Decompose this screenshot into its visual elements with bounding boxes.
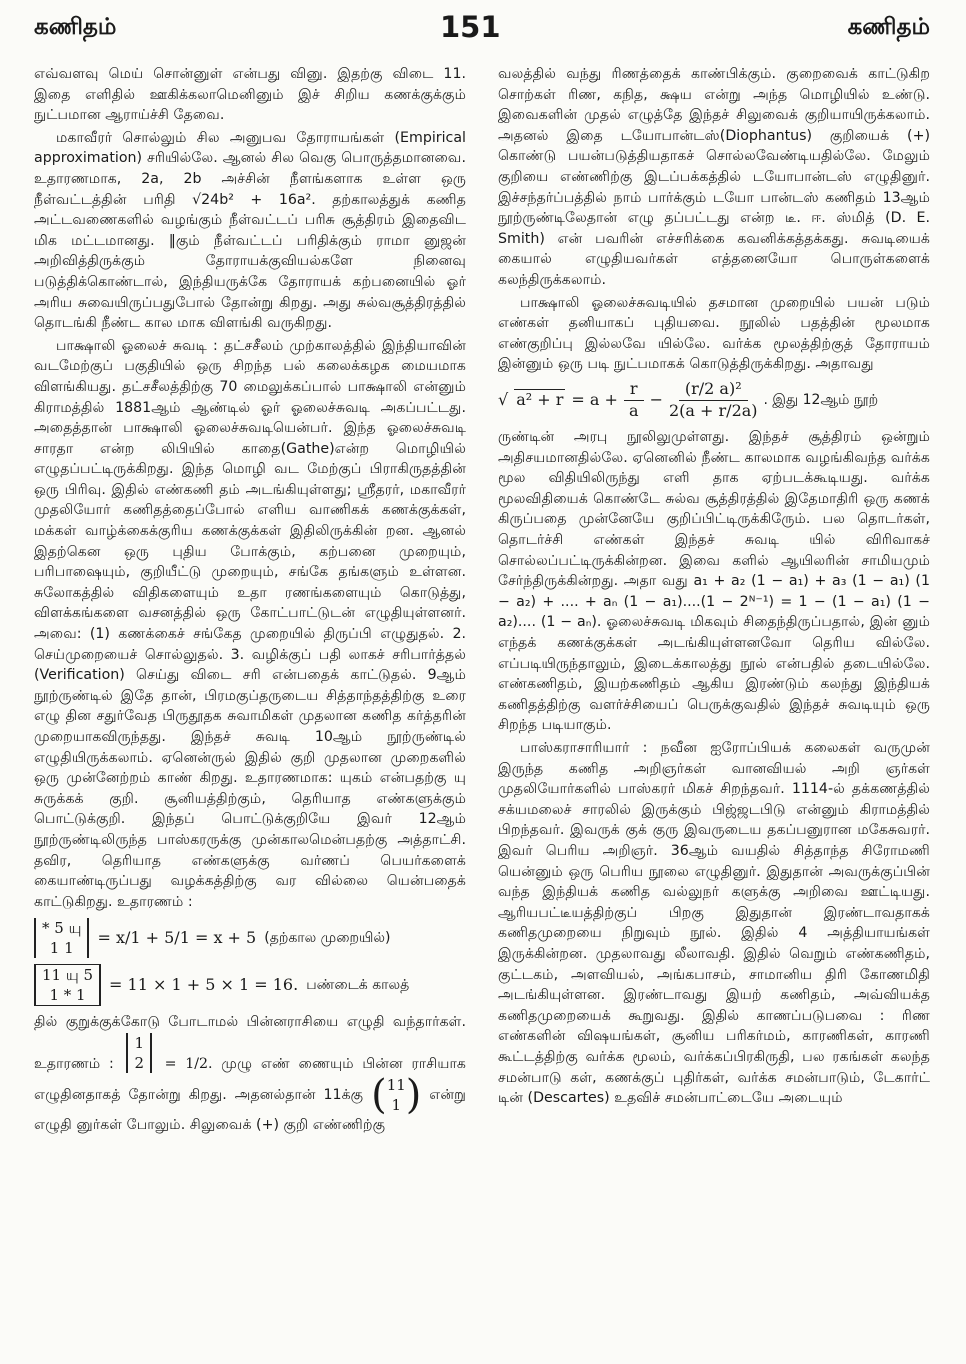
fraction-denominator: 2(a + r/2a) [668,400,758,420]
left-paren: ( [371,1071,387,1118]
formula-equation: = 11 × 1 + 5 × 1 = 16. [109,975,299,995]
square-root-formula [498,379,930,421]
paragraph: பாஸ்கராசாரியார் : நவீன ஐரோப்பியக் கலைகள் வருமுன் இருந்த கணித அறிஞர்கள் வானவியல் அறி ஞர்கள் முதலியோர்களில் பாஸ்கரர் மிகச் சிறந்தவர். 1114-ல் தக்கணத்தில் சக்யமலைச் சாரலில் இருக்கும் பிஜ்ஜடபிடு என்னும் கிராமத்தில் பிறந்தவர். இவருக் குக் குரு இவருடைய தகப்பனுரான மகேசுவரர். இவர் பெரிய அறிஞர். 36ஆம் வயதில் சித்தாந்த சிரோமணி யென்னும் ஒரு பெரிய நூலை எழுதினுர். இதுதான் அவருக்குப்பின் வந்த இந்தியக் கணித வல்லுநர் களுக்கு அறிவை ஊட்டியது. ஆரியபட்டீயத்திற்குப் பிறகு இதுதான் இரண்டாவதாகக் கணிதமுறையை நிறுவும் நூல். இதில் 4 அத்தியாயங்கள் இருக்கின்றன. முதலாவது லீலாவதி. இதில் வெறும் எண்கணிதம், குட்டகம், அளவியல், அங்கபாசம், சாமானிய திரி கோணமிதி அடங்கியுள்ளன. இரண்டாவது இயற் கணிதம், அவ்வியக்த கணிதமுறையைக் கூறுவது. இதில் காணப்படுபவை : ரிண எண்களின் விஷயங்கள், சூனிய பரிகர்மம், காரணிகள், காரணி கூட்டத்திற்கு வர்க்க மூலம், வர்க்கப்பிரகிருதி, பல ரகங்கள் கலந்த சமன்பாடு கள், கணக்குப் புதிர்கள், வர்க்க சமன்பாடும், டேகார்ட் டின் (Descartes) உதவிச் சமன்பாட்டையே அடையும் [498,740,930,1107]
det-row: 1 1 [49,939,74,958]
paragraph-text: முழு எண் ணையும் பின்ன ராசியாக எழுதினதாகத் தோன்று கிறது. அதனல்தான் 11க்கு [34,1055,466,1103]
determinant-2 [34,964,101,1006]
paragraph: ருண்டின் அரபு நூலிலுமுள்ளது. இந்தச் சூத்திரம் ஒன்றும் அதிசயமானதில்லே. ஏனெனில் நீண்ட காலமாக வழங்கிவந்த வர்க்க மூல விதியிலிருந்து எளி தாக ஏற்படக்கூடியது. வர்க்க மூலவிதியைக் கொண்டே சுல்வ சூத்திரத்தில் இதேமாதிரி ஒரு கணக் கிருப்பதை முன்னேயே குறிப்பிட்டிருக்கிருேம். பல தொடர்கள், தொடர்ச்சி எண்கள் இந்தச் சுவடி யில் விரிவாகச் சொல்லப்பட்டிருக்கின்றன. இவை களில் ஆயிலரின் சாமியமும் சேர்ந்திருக்கின்றது. அதா வது a₁ + a₂ (1 − a₁) + a₃ (1 − a₁) (1 − a₂) + .... + aₙ (1 − a₁)....(1 − 2ᴺ⁻¹) = 1 − (1 − a₁) (1 − a₂).... (1 − aₙ). ஓலைச்சுவடி மிகவும் சிதைந்திருப்பதால், இன் னும் எந்தக் கணக்குக்கள் அடங்கியுள்ளனவோ தெரிய வில்லே. எப்படியிருந்தாலும், இடைக்காலத்து நூல் என்பதில் தடையில்லே. எண்கணிதம், இயற்கணிதம் ஆகிய இரண்டும் கலந்து இந்தியக் கணிதத்திற்கு வளர்ச்சியைப் பெருக்குவதில் இந்தச் சுவடியும் ஒரு சிறந்த படியாகும். [498,429,930,734]
fraction-r-over-a [624,379,644,421]
determinant-half [126,1033,152,1073]
paragraph [34,1012,466,1135]
formula-minus: − [649,389,663,409]
det-row: 2 [134,1053,144,1072]
right-paren: ) [405,1071,422,1118]
fraction-numerator: (r/2 a)² [679,379,748,401]
formula-equals: = a + [571,389,618,409]
formula-equation: = x/1 + 5/1 = x + 5 [97,928,257,948]
paragraph: எவ்வளவு மெய் சொன்னுள் என்பது வினு. இதற்கு விடை 11. இதை எளிதில் ஊகிக்கலாமெனினும் இச் சிறிய கணக்குக்கும் நுட்பமான ஆராய்ச்சி தேவை. [34,66,466,124]
paragraph: பாக்ஷாலி ஓலைச் சுவடி : தட்சசீலம் முற்காலத்தில் இந்தியாவின் வடமேற்குப் பகுதியில் ஒரு சிறந்த பல் கலைக்கழக மையமாக விளங்கியது. தட்சசீலத்திற்கு 70 மைலுக்கப்பால் பாக்ஷாலி என்னும் கிராமத்தில் 1881ஆம் ஆண்டில் ஓர் ஓலைச்சுவடி அகப்பட்டது. அதைத்தான் பாக்ஷாலி ஓலைச்சுவடியென்பர். இந்த ஓலைச்சுவடி சாரதா என்ற லிபியில் காதை(Gathe)என்ற மொழியில் எழுதப்பட்டிருக்கிறது. இந்த மொழி வட மேற்குப் பிராகிருதத்தின் ஒரு பிரிவு. இதில் எண்கணி தம் அடங்கியுள்ளது; ஸ்ரீதரர், மகாவீரர் முதலியோர் கணிதத்தைப்போல் எளிய வாணிகக் கணக்குக்கள், மக்கள் வாழ்க்கைக்குரிய கணக்குக்கள் இதிலிருக்கின் றன. ஆனல் இதற்கென ஒரு புதிய போக்கும், கற்பனை முறையும், பரிபாஷையும், குறியீட்டு முறையும், சங்கே தங்களும் உள்ளன. சுலோகத்தில் விதிகளையும் உதா ரணங்களையும் கொடுத்து, விளக்கங்களை வசனத்தில் ஒரு கோட்பாட்டுடன் எழுதியுள்ளனர். அவை: (1) கணக்கைச் சங்கேத முறையில் திருப்பி எழுதுதல். 2. செய்முறையைச் சொல்லுதல். 3. வழிக்குப் பதி லாகச் சரிபார்த்தல் (Verification) செய்து விடை சரி என்பதைக் காட்டுதல். 9ஆம் நூற்ருண்டில் இதே தான், பிரமகுப்தருடைய சித்தாந்தத்திற்கு உரை எழு தின சதுர்வேத பிருதூதக சுவாமிகள் முதலான கணித கர்த்தரின் முறையாகவிருந்தது. இந்தச் சுவடி 10ஆம் நூற்ருண்டில் எழுதியிருக்கலாம். ஏனென்ருல் இதில் குறி முதலான முறைகளில் ஒரு முன்னேற்றம் காண் கிறது. உதாரணமாக: யுகம் என்பதற்கு யு சுருக்கக் குறி. சூனியத்திற்கும், தெரியாத எண்களுக்கும் பொட்டுக்குறி. இந்தப் பொட்டுக்குறியே இவர் 12ஆம் நூற்ருண்டிலிருந்த பாஸ்கரருக்கு முன்காலமென்பதற்கு அத்தாட்சி. தவிர, தெரியாத எண்களுக்கு வர்ணப் பெயர்களைக் கையாண்டிருப்பது வழக்கத்திற்கு வர வில்லை யென்பதைக் காட்டுகிறது. உதாரணம் : [34,337,466,910]
formula-tail-text: பண்டைக் காலத் [306,977,410,994]
right-column [498,64,930,1111]
det-row: 1 [134,1033,144,1052]
page-number: 151 [440,10,501,44]
paragraph-text: தில் குறுக்குக்கோடு போடாமல் பின்னராசியை எழுதி வந்தார்கள். உதாரணம் : [34,1014,466,1072]
left-column [34,64,466,1137]
fraction-denominator: a [628,400,639,420]
determinant-1 [34,918,89,958]
sqrt-symbol: √ [498,389,509,409]
fraction-correction [669,379,758,421]
det-row: * 5 யு [42,919,82,938]
binom-bottom: 1 [391,1095,401,1114]
formula-example-1 [34,918,466,958]
binom-top: 11 [386,1075,406,1094]
formula-equation: = 1/2. [164,1055,213,1072]
page-header [0,0,966,60]
header-right-title: கணிதம் [847,14,930,40]
fraction-numerator: r [624,379,644,401]
paragraph-text: என்று எழுதி னுர்கள் போலும். சிலுவைக் (+) குறி எண்ணிற்கு [34,1086,466,1133]
paragraph: வலத்தில் வந்து ரிணத்தைக் காண்பிக்கும். குறைவைக் காட்டுகிற சொற்கள் ரிண, கநித, க்ஷய என்று அந்த மொழியில் உண்டு. இவைகளின் முதல் எழுத்தே இந்தச் சிலுவைக் குறியாயிருக்கலாம். அதனல் இதை டயோபான்டஸ்(Diophantus) குறியைக் (+) கொண்டு பயன்படுத்தியதாகச் சொல்லவேண்டியதில்லே. மேலும் குறியை எண்ணிற்கு இடப்பக்கத்தில் டயோபான்டஸ் எழுதினுர். இச்சந்தர்ப்பத்தில் நாம் பார்க்கும் டயோ பான்டஸ் கணிதம் 13ஆம் நூற்ருண்டிலேதான் எழு தப்பட்டது என்ற டீ. ஈ. ஸ்மித் (D. E. Smith) என் பவரின் எச்சரிக்கை கவனிக்கத்தக்கது. சுவடியைக் கையால் எழுதியவர்கள் எத்தனையோ பொருள்களைக் கலந்திருக்கலாம். [498,66,930,288]
det-row: 1 * 1 [49,986,86,1005]
formula-tail-text: . இது 12ஆம் நூற் [763,391,879,408]
formula-example-2 [34,964,466,1006]
formula-note: (தற்கால முறையில்) [264,930,391,947]
sqrt-radicand: a² + r [516,390,564,410]
binomial [387,1075,406,1115]
det-row: 11 யு 5 [42,966,94,985]
paragraph: மகாவீரர் சொல்லும் சில அனுபவ தோராயங்கள் (Empirical approximation) சரியில்லே. ஆனல் சில வெகு பொருத்தமானவை. உதாரணமாக, 2a, 2b அச்சின் நீளங்களாக உள்ள ஒரு நீள்வட்டத்தின் பரிதி √24b² + 16a². தற்காலத்துக் கணித அட்டவணைகளில் வழங்கும் நீள்வட்டப் பரிசு சூத்திரம் இதைவிட மிக மட்டமானது. ‖கும் நீள்வட்டப் பரிதிக்கும் ராமா னுஜன் அறிவித்திருக்கும் தோராயக்குவியல்களே நினைவு படுத்திக்கொண்டால், இந்தியருக்கே தோராயக் கற்பனையில் ஓர் அரிய சுவையிருப்பதுபோல் தோன்று கிறது. அது சுல்வசூத்திரத்தில் தொடங்கி நீண்ட கால மாக விளங்கி வருகிறது. [34,129,466,332]
paragraph: பாக்ஷாலி ஓலைச்சுவடியில் தசமான முறையில் பயன் படும் எண்கள் தனியாகப் புதியவை. நூலில் பதத்தின் மூலமாக எண்குறிப்பு இல்லவே யில்லே. வர்க்க மூலத்திற்குத் தோராயம் இன்னும் ஒரு படி நுட்பமாகக் கொடுத்திருக்கிறது. அதாவது [498,294,930,373]
header-left-title: கணிதம் [34,14,117,40]
